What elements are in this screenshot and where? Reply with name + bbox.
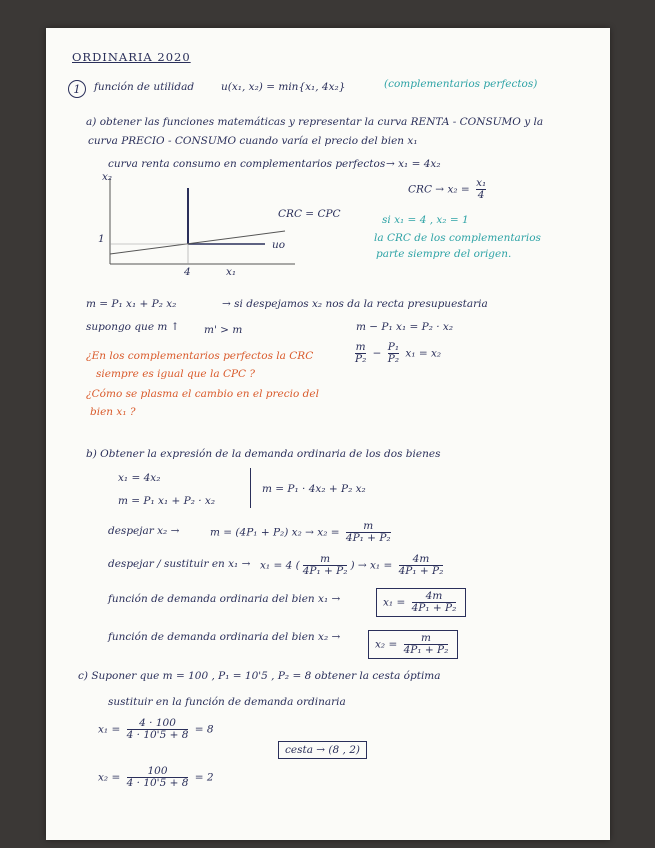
budget-note: → si despejamos x₂ nos da la recta presupuestaria (222, 298, 488, 310)
despejar-2-den: 4P₁ + P₂ (302, 565, 348, 577)
x1-lhs: x₁ = (98, 723, 121, 736)
demand-2-label: función de demanda ordinaria del bien x₂ → (108, 631, 341, 643)
despejar-2-rnum: 4m (412, 553, 430, 565)
crc-graph (100, 176, 300, 286)
demand-2-num: m (420, 632, 431, 644)
x2-res: = 2 (194, 771, 214, 784)
system-eq-1: x₁ = 4x₂ (118, 472, 161, 484)
despejar-2: despejar / sustituir en x₁ → (108, 558, 251, 570)
x1-frac (127, 718, 189, 741)
part-b-text: b) Obtener la expresión de la demanda ordinaria de los dos bienes (86, 448, 441, 460)
despejar-1-den: 4P₁ + P₂ (345, 532, 391, 544)
system-result: m = P₁ · 4x₂ + P₂ x₂ (262, 483, 366, 495)
crc-eq2-lhs: CRC → x₂ = (408, 183, 470, 196)
despejar-1-num: m (363, 520, 374, 532)
demand-1-frac (412, 591, 457, 614)
question-number: 1 (68, 80, 86, 98)
despejar-1: despejar x₂ → (108, 525, 180, 537)
question-note-3: ¿Cómo se plasma el cambio en el precio del (86, 388, 319, 400)
graph-uo-label: uo (272, 239, 286, 251)
graph-tick-x: 4 (184, 266, 191, 278)
eq2-minus: − (372, 347, 382, 360)
teal-note-3: parte siempre del origen. (376, 248, 512, 260)
question-note-2: siempre es igual que la CPC ? (96, 368, 256, 380)
demand-1-num: 4m (425, 590, 443, 602)
despejar-2-frac (303, 554, 348, 577)
demand-1-label: función de demanda ordinaria del bien x₁ → (108, 593, 341, 605)
x2-value (98, 766, 214, 789)
teal-note-1: si x₁ = 4 , x₂ = 1 (382, 214, 469, 226)
graph-x-label: x₁ (226, 266, 237, 278)
demand-1-box (376, 588, 466, 617)
despejar-2-res: → x₁ = (357, 559, 393, 572)
system-brace (244, 468, 251, 508)
suppose-text: supongo que m ↑ (86, 321, 180, 333)
x1-value (98, 718, 214, 741)
crc-equation-1: → x₁ = 4x₂ (386, 158, 441, 170)
eq2-frac-a (355, 342, 366, 365)
demand-1-den: 4P₁ + P₂ (411, 602, 457, 614)
eq2-rest: x₁ = x₂ (405, 347, 442, 360)
despejar-1-eq (210, 521, 394, 544)
suppose-text-2: m' > m (204, 324, 243, 336)
eq2-a-num: m (355, 341, 366, 353)
eq2-b-num: P₁ (387, 341, 400, 353)
utility-label: función de utilidad (94, 81, 195, 93)
part-a-text2: curva PRECIO - CONSUMO cuando varía el precio del bien x₁ (88, 135, 418, 147)
part-c-text: c) Suponer que m = 100 , P₁ = 10'5 , P₂ = 8 obtener la cesta óptima (78, 670, 441, 682)
demand-2-lhs: x₂ = (375, 638, 398, 651)
teal-note-2: la CRC de los complementarios (374, 232, 541, 244)
despejar-2-eq: x₁ = 4 ( $\frac{m}{\text{4P₁ + P₂}}$ ) → x₁ = $\frac{4m}{\text{4P₁ + P₂}}$ (260, 553, 444, 577)
cesta-box: cesta → (8 , 2) (278, 741, 367, 759)
part-a-text1: a) obtener las funciones matemáticas y representar la curva RENTA - CONSUMO y la (86, 116, 544, 128)
graph-tick-y: 1 (98, 233, 105, 245)
eq2-frac-b (388, 342, 399, 365)
demand-2-frac (404, 633, 449, 656)
paper-sheet (46, 28, 610, 840)
utility-expr: u(x₁, x₂) = min{x₁, 4x₂} (221, 81, 346, 93)
despejar-1-eq-text: m = (4P₁ + P₂) x₂ → x₂ = (210, 526, 340, 539)
utility-note: (complementarios perfectos) (384, 78, 538, 90)
part-c-text2: sustituir en la función de demanda ordinaria (108, 696, 346, 708)
crc-eq2-num: x₁ (476, 177, 487, 189)
budget-line: m = P₁ x₁ + P₂ x₂ (86, 298, 177, 310)
x1-num: 4 · 100 (139, 717, 176, 729)
question-note-4: bien x₁ ? (90, 406, 136, 418)
demand-1-lhs: x₁ = (383, 596, 406, 609)
part-a-text3: curva renta consumo en complementarios perfectos (108, 158, 386, 170)
despejar-2-rden: 4P₁ + P₂ (398, 565, 444, 577)
question-note-1: ¿En los complementarios perfectos la CRC (86, 350, 314, 362)
despejar-2-eq-text: x₁ = 4 (260, 559, 293, 572)
budget-eq1: m − P₁ x₁ = P₂ · x₂ (356, 321, 454, 333)
crc-eq2-frac (476, 178, 486, 201)
x1-res: = 8 (194, 723, 214, 736)
despejar-2-res-frac (399, 554, 444, 577)
crc-equation-2 (408, 178, 489, 201)
demand-2-den: 4P₁ + P₂ (403, 644, 449, 656)
graph-y-label: x₂ (102, 171, 113, 183)
x2-num: 100 (147, 765, 168, 777)
x2-lhs: x₂ = (98, 771, 121, 784)
budget-eq2 (352, 342, 441, 365)
crc-cpc-line (110, 231, 285, 254)
graph-curve-label: CRC = CPC (278, 208, 341, 220)
despejar-1-frac (346, 521, 391, 544)
crc-eq2-den: 4 (477, 189, 485, 201)
system-eq-2: m = P₁ x₁ + P₂ · x₂ (118, 495, 216, 507)
exam-title: ORDINARIA 2020 (72, 50, 191, 64)
despejar-2-num: m (320, 553, 331, 565)
eq2-a-den: P₂ (355, 353, 367, 365)
x2-frac (127, 766, 189, 789)
x1-den: 4 · 10'5 + 8 (126, 729, 189, 741)
eq2-b-den: P₂ (387, 353, 400, 365)
x2-den: 4 · 10'5 + 8 (126, 777, 189, 789)
demand-2-box (368, 630, 458, 659)
